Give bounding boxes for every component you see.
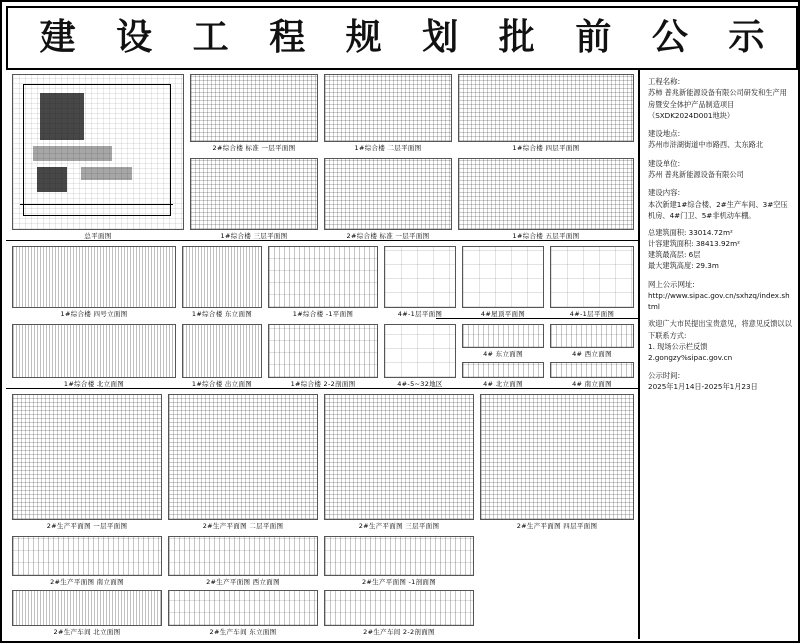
drawing-cell	[458, 158, 634, 240]
drawing-caption: 4# 东立面图	[483, 350, 523, 358]
publish-value: 2025年1月14日-2025年1月23日	[648, 382, 758, 392]
elevation-graphic	[384, 324, 456, 378]
drawing-caption: 2#生产平面图 四层平面图	[516, 522, 598, 530]
drawing-caption: 1#综合楼 三层平面图	[220, 232, 288, 240]
drawing-sheet-area	[6, 70, 640, 639]
section-graphic	[268, 324, 378, 378]
floor-plan-graphic	[458, 74, 634, 142]
section-graphic	[324, 536, 474, 576]
drawing-caption: 1#综合楼 东立面图	[191, 310, 253, 318]
drawing-caption: 2#生产平面图 三层平面图	[358, 522, 440, 530]
elevation-graphic	[168, 536, 318, 576]
elevation-graphic	[12, 536, 162, 576]
drawing-caption: 4#屋顶平面图	[480, 310, 526, 318]
drawing-cell	[12, 74, 184, 240]
drawing-cell	[324, 158, 452, 240]
floor-plan-graphic	[190, 74, 318, 142]
drawing-cell	[384, 324, 456, 388]
project-name-label: 工程名称:	[648, 77, 681, 86]
band-divider	[6, 240, 640, 241]
elevation-graphic	[168, 590, 318, 626]
drawing-caption: 总平面图	[84, 232, 112, 240]
drawing-caption: 4# 西立面图	[572, 350, 612, 358]
drawing-cell	[384, 246, 456, 318]
floor-plan-graphic	[324, 158, 452, 230]
drawing-caption: 2#综合楼 标准 一层平面图	[212, 144, 296, 152]
metric-floors: 建筑最高层: 6层	[648, 250, 701, 260]
feedback-text: 欢迎广大市民提出宝贵意见，将意见反馈以以下联系方式:	[648, 319, 792, 340]
floor-plan-graphic	[480, 394, 634, 520]
site-plan-graphic	[12, 74, 184, 230]
drawing-cell	[480, 394, 634, 530]
project-info-panel	[642, 70, 798, 639]
drawing-cell	[268, 324, 378, 388]
drawing-caption: 2#生产平面图 一层平面图	[46, 522, 128, 530]
drawing-cell	[182, 246, 262, 318]
site-value: 苏州市浒湖街道中市路西、太东路北	[648, 140, 764, 150]
drawing-caption: 4#-1层平面图	[397, 310, 443, 318]
drawing-cell	[12, 324, 176, 388]
drawing-cell	[168, 536, 318, 586]
drawing-caption: 2#生产平面图 -1剖面图	[361, 578, 437, 586]
drawing-caption: 1#综合楼 北立面图	[63, 380, 125, 388]
page-title: 建 设 工 程 规 划 批 前 公 示	[39, 17, 779, 58]
floor-plan-graphic	[168, 394, 318, 520]
website-link[interactable]: http://www.sipac.gov.cn/sxhzq/index.shtml	[648, 291, 790, 312]
drawing-caption: 1#综合楼 -1平面图	[292, 310, 354, 318]
floor-plan-graphic	[324, 74, 452, 142]
floor-plan-graphic	[384, 246, 456, 308]
feedback-item-onsite: 1. 现场公示栏反馈	[648, 341, 708, 351]
title-banner	[6, 6, 798, 70]
drawing-caption: 1#综合楼 2-2剖面图	[290, 380, 356, 388]
elevation-graphic	[462, 362, 544, 378]
metric-height: 最大建筑高度: 29.3m	[648, 261, 719, 271]
floor-plan-graphic	[458, 158, 634, 230]
drawing-cell	[462, 324, 544, 358]
drawing-cell	[324, 394, 474, 530]
drawing-caption: 1#综合楼 四层平面图	[512, 144, 580, 152]
drawing-cell	[12, 246, 176, 318]
floor-plan-graphic	[550, 246, 634, 308]
floor-plan-graphic	[12, 394, 162, 520]
website-label: 网上公示网址:	[648, 279, 695, 289]
drawing-caption: 2#生产平面图 二层平面图	[202, 522, 284, 530]
drawing-caption: 2#生产车间 东立面图	[209, 628, 277, 636]
elevation-graphic	[550, 324, 634, 348]
drawing-cell	[324, 74, 452, 152]
drawing-caption: 1#综合楼 四号立面图	[60, 310, 128, 318]
content-label: 建设内容:	[648, 188, 681, 198]
drawing-cell	[190, 74, 318, 152]
section-graphic	[324, 590, 474, 626]
section-graphic	[268, 246, 378, 308]
elevation-graphic	[12, 324, 176, 378]
drawing-cell	[550, 362, 634, 388]
drawing-caption: 2#生产平面图 西立面图	[206, 578, 280, 586]
feedback-item-email[interactable]: 2.gongzy%sipac.gov.cn	[648, 352, 733, 362]
unit-label: 建设单位:	[648, 158, 681, 168]
drawing-cell	[182, 324, 262, 388]
unit-value: 苏州 普兆新能源设备有限公司	[648, 170, 744, 180]
elevation-graphic	[182, 246, 262, 308]
drawing-cell	[462, 246, 544, 318]
drawing-caption: 2#综合楼 标准 一层平面图	[346, 232, 430, 240]
drawing-caption: 4# 南立面图	[572, 380, 612, 388]
drawing-cell	[12, 394, 162, 530]
drawing-caption: 2#生产平面图 南立面图	[50, 578, 124, 586]
metric-far-area: 计容建筑面积: 38413.92m²	[648, 239, 741, 249]
drawing-caption: 1#综合楼 出立面图	[191, 380, 253, 388]
drawing-cell	[12, 536, 162, 586]
elevation-graphic	[462, 324, 544, 348]
drawing-caption: 1#综合楼 五层平面图	[512, 232, 580, 240]
drawing-cell	[168, 394, 318, 530]
drawing-caption: 1#综合楼 二层平面图	[354, 144, 422, 152]
elevation-graphic	[12, 590, 162, 626]
floor-plan-graphic	[324, 394, 474, 520]
drawing-caption: 4#-5~32地区	[397, 380, 443, 388]
drawing-caption: 4# 北立面图	[483, 380, 523, 388]
drawing-cell	[168, 590, 318, 636]
drawing-cell	[550, 246, 634, 318]
roof-plan-graphic	[462, 246, 544, 308]
drawing-cell	[462, 362, 544, 388]
band-divider	[436, 318, 640, 319]
elevation-graphic	[550, 362, 634, 378]
band-divider	[6, 388, 640, 389]
drawing-caption: 2#生产车间 2-2剖面图	[363, 628, 435, 636]
publish-label: 公示时间:	[648, 371, 681, 380]
drawing-cell	[324, 536, 474, 586]
drawing-cell	[12, 590, 162, 636]
elevation-graphic	[182, 324, 262, 378]
drawing-cell	[458, 74, 634, 152]
drawing-cell	[324, 590, 474, 636]
elevation-graphic	[12, 246, 176, 308]
drawing-cell	[190, 158, 318, 240]
drawing-caption: 2#生产车间 北立面图	[53, 628, 121, 636]
content-value: 本次新建1#综合楼、2#生产车间、3#空压机房、4#门卫、5#非机动车棚。	[648, 199, 788, 220]
drawing-cell	[550, 324, 634, 358]
metric-total-area: 总建筑面积: 33014.72m²	[648, 227, 733, 237]
site-label: 建设地点:	[648, 128, 681, 138]
drawing-cell	[268, 246, 378, 318]
drawing-caption: 4#-1层平面图	[569, 310, 615, 318]
floor-plan-graphic	[190, 158, 318, 230]
project-name-value: 苏柿 普兆新能源设备有限公司研发和生产用房暨安全体护产品制造项目（SXDK2024D001地块）	[648, 88, 787, 120]
